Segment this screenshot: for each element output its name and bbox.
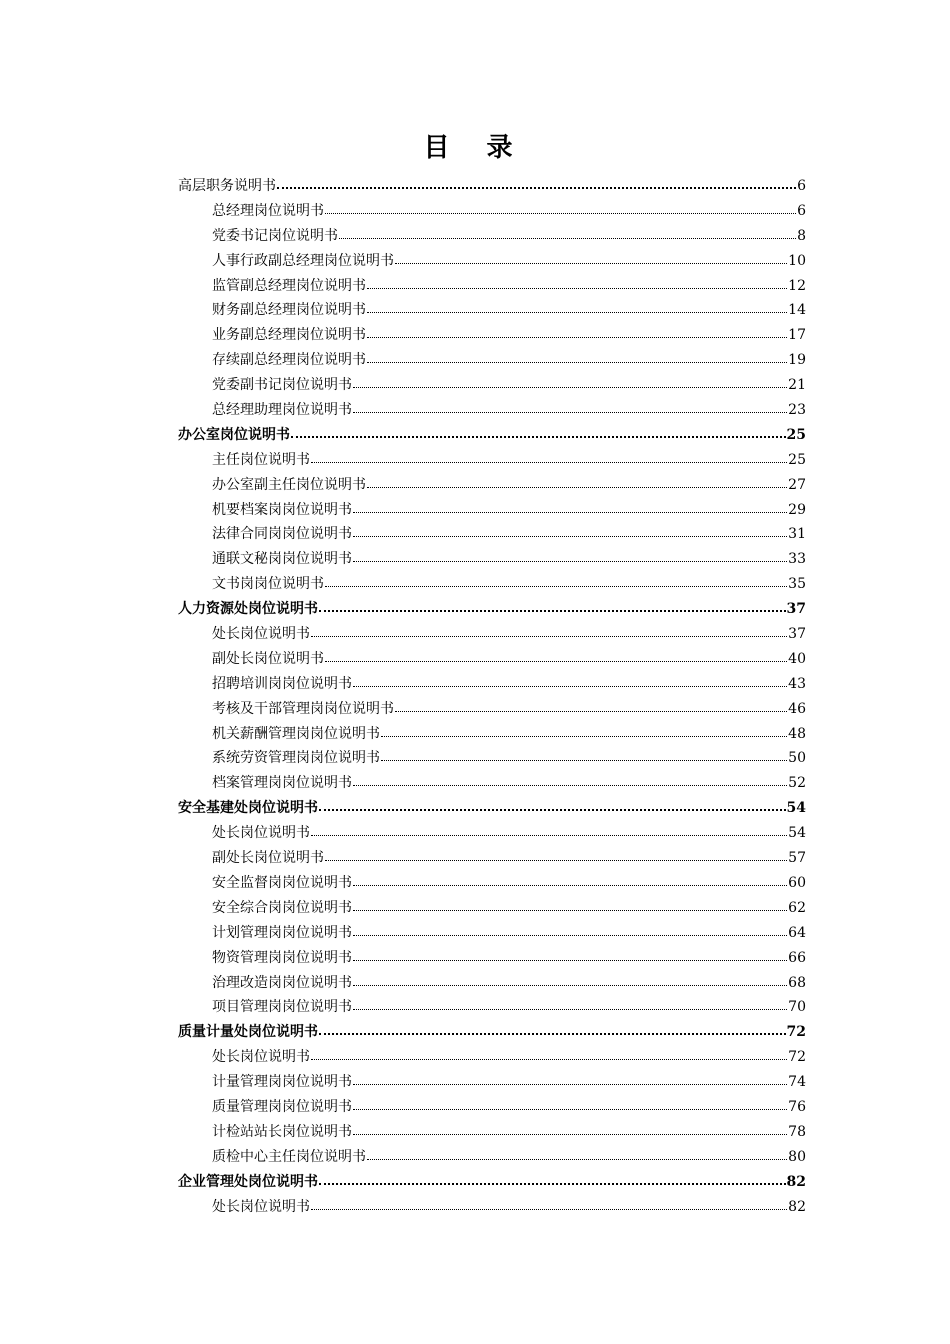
- toc-subentry[interactable]: [178, 697, 806, 722]
- toc-entry-title: 档案管理岗岗位说明书: [212, 775, 352, 792]
- toc-subentry[interactable]: [178, 398, 806, 423]
- toc-subentry[interactable]: [178, 298, 806, 323]
- toc-subentry[interactable]: [178, 1145, 806, 1170]
- toc-subentry[interactable]: [178, 199, 806, 224]
- toc-page-number: 72: [788, 1049, 806, 1066]
- toc-entry-title: 质量管理岗岗位说明书: [212, 1098, 352, 1115]
- toc-dot-leader: [353, 898, 787, 912]
- toc-dot-leader: [353, 674, 787, 688]
- toc-subentry[interactable]: [178, 473, 806, 498]
- toc-page-number: 19: [788, 352, 806, 369]
- toc-section-entry[interactable]: [178, 1170, 806, 1195]
- toc-subentry[interactable]: [178, 323, 806, 348]
- toc-page-number: 78: [788, 1123, 806, 1140]
- toc-subentry[interactable]: [178, 249, 806, 274]
- toc-dot-leader: [395, 699, 787, 713]
- toc-subentry[interactable]: [178, 771, 806, 796]
- toc-entry-title: 党委书记岗位说明书: [212, 227, 338, 244]
- toc-subentry[interactable]: [178, 373, 806, 398]
- toc-subentry[interactable]: [178, 1070, 806, 1095]
- toc-page-number: 35: [788, 576, 806, 593]
- toc-dot-leader: [353, 1122, 787, 1136]
- toc-entry-title: 处长岗位说明书: [212, 626, 310, 643]
- toc-subentry[interactable]: [178, 995, 806, 1020]
- toc-page-number: 82: [788, 1198, 806, 1215]
- toc-subentry[interactable]: [178, 1045, 806, 1070]
- toc-dot-leader: [353, 923, 787, 937]
- toc-entry-title: 办公室副主任岗位说明书: [212, 476, 366, 493]
- toc-dot-leader: [319, 1022, 786, 1036]
- toc-entry-title: 项目管理岗岗位说明书: [212, 999, 352, 1016]
- toc-dot-leader: [325, 201, 796, 215]
- toc-entry-title: 监管副总经理岗位说明书: [212, 277, 366, 294]
- toc-entry-title: 人事行政副总经理岗位说明书: [212, 252, 394, 269]
- toc-page-number: 12: [788, 277, 806, 294]
- toc-entry-title: 存续副总经理岗位说明书: [212, 352, 366, 369]
- toc-page-number: 54: [788, 825, 806, 842]
- toc-dot-leader: [367, 475, 787, 489]
- toc-dot-leader: [277, 176, 796, 190]
- toc-entry-title: 计划管理岗岗位说明书: [212, 924, 352, 941]
- toc-section-entry[interactable]: [178, 597, 806, 622]
- toc-dot-leader: [339, 226, 796, 240]
- toc-dot-leader: [367, 325, 787, 339]
- toc-entry-title: 财务副总经理岗位说明书: [212, 302, 366, 319]
- toc-entry-title: 处长岗位说明书: [212, 1198, 310, 1215]
- toc-dot-leader: [353, 400, 787, 414]
- toc-subentry[interactable]: [178, 348, 806, 373]
- toc-page-number: 50: [788, 750, 806, 767]
- toc-dot-leader: [311, 1047, 787, 1061]
- toc-page-number: 29: [788, 501, 806, 518]
- toc-dot-leader: [311, 1197, 787, 1211]
- toc-entry-title: 副处长岗位说明书: [212, 850, 324, 867]
- toc-page-number: 82: [786, 1173, 806, 1190]
- toc-dot-leader: [367, 1147, 787, 1161]
- toc-entry-title: 企业管理处岗位说明书: [178, 1173, 318, 1190]
- toc-entry-title: 法律合同岗岗位说明书: [212, 526, 352, 543]
- toc-dot-leader: [353, 948, 787, 962]
- toc-page-number: 25: [788, 451, 806, 468]
- toc-dot-leader: [395, 251, 787, 265]
- toc-subentry[interactable]: [178, 498, 806, 523]
- toc-entry-title: 主任岗位说明书: [212, 451, 310, 468]
- toc-dot-leader: [367, 276, 787, 290]
- toc-subentry[interactable]: [178, 921, 806, 946]
- toc-page-number: 62: [788, 899, 806, 916]
- toc-dot-leader: [353, 873, 787, 887]
- toc-page-number: 37: [786, 601, 806, 618]
- toc-dot-leader: [381, 724, 787, 738]
- toc-entry-title: 招聘培训岗岗位说明书: [212, 675, 352, 692]
- toc-entry-title: 系统劳资管理岗岗位说明书: [212, 750, 380, 767]
- toc-subentry[interactable]: [178, 722, 806, 747]
- toc-entry-title: 安全监督岗岗位说明书: [212, 874, 352, 891]
- toc-dot-leader: [367, 300, 787, 314]
- toc-dot-leader: [319, 599, 786, 613]
- toc-list: [178, 174, 806, 1219]
- toc-section-entry[interactable]: [178, 423, 806, 448]
- toc-page-number: 70: [788, 999, 806, 1016]
- toc-subentry[interactable]: [178, 1195, 806, 1220]
- toc-entry-title: 计检站站长岗位说明书: [212, 1123, 352, 1140]
- toc-page-number: 31: [788, 526, 806, 543]
- toc-page-number: 27: [788, 476, 806, 493]
- toc-dot-leader: [353, 973, 787, 987]
- toc-entry-title: 业务副总经理岗位说明书: [212, 327, 366, 344]
- toc-page-number: 6: [797, 178, 806, 194]
- toc-entry-title: 处长岗位说明书: [212, 1049, 310, 1066]
- toc-dot-leader: [319, 798, 786, 812]
- toc-dot-leader: [353, 375, 787, 389]
- toc-entry-title: 副处长岗位说明书: [212, 650, 324, 667]
- toc-entry-title: 人力资源处岗位说明书: [178, 601, 318, 618]
- toc-title: 目 录: [423, 133, 527, 163]
- toc-dot-leader: [353, 773, 787, 787]
- toc-subentry[interactable]: [178, 647, 806, 672]
- toc-subentry[interactable]: [178, 547, 806, 572]
- toc-page-number: 8: [797, 227, 806, 244]
- toc-page-number: 74: [788, 1074, 806, 1091]
- toc-page-number: 80: [788, 1148, 806, 1165]
- toc-subentry[interactable]: [178, 896, 806, 921]
- toc-page-number: 25: [786, 426, 806, 443]
- toc-entry-title: 高层职务说明书: [178, 178, 276, 194]
- toc-page-number: 10: [788, 252, 806, 269]
- toc-section-entry[interactable]: [178, 796, 806, 821]
- toc-page-number: 57: [788, 850, 806, 867]
- toc-section-entry[interactable]: [178, 174, 806, 199]
- toc-dot-leader: [353, 1097, 787, 1111]
- toc-page-number: 17: [788, 327, 806, 344]
- toc-entry-title: 安全综合岗岗位说明书: [212, 899, 352, 916]
- toc-page-number: 14: [788, 302, 806, 319]
- toc-subentry[interactable]: [178, 846, 806, 871]
- toc-entry-title: 党委副书记岗位说明书: [212, 377, 352, 394]
- toc-subentry[interactable]: [178, 224, 806, 249]
- toc-entry-title: 通联文秘岗岗位说明书: [212, 551, 352, 568]
- toc-subentry[interactable]: [178, 672, 806, 697]
- toc-entry-title: 总经理助理岗位说明书: [212, 402, 352, 419]
- toc-page-number: 64: [788, 924, 806, 941]
- toc-entry-title: 安全基建处岗位说明书: [178, 800, 318, 817]
- toc-dot-leader: [291, 425, 786, 439]
- toc-subentry[interactable]: [178, 971, 806, 996]
- toc-subentry[interactable]: [178, 522, 806, 547]
- toc-page-number: 33: [788, 551, 806, 568]
- toc-subentry[interactable]: [178, 1095, 806, 1120]
- toc-entry-title: 治理改造岗岗位说明书: [212, 974, 352, 991]
- toc-page-number: 43: [788, 675, 806, 692]
- toc-page-number: 76: [788, 1098, 806, 1115]
- toc-subentry[interactable]: [178, 572, 806, 597]
- toc-page-number: 40: [788, 650, 806, 667]
- toc-page-number: 68: [788, 974, 806, 991]
- toc-dot-leader: [325, 848, 787, 862]
- toc-dot-leader: [381, 748, 787, 762]
- toc-entry-title: 机关薪酬管理岗岗位说明书: [212, 725, 380, 742]
- toc-entry-title: 文书岗岗位说明书: [212, 576, 324, 593]
- toc-dot-leader: [311, 823, 787, 837]
- toc-dot-leader: [325, 574, 787, 588]
- toc-entry-title: 计量管理岗岗位说明书: [212, 1074, 352, 1091]
- toc-subentry[interactable]: [178, 274, 806, 299]
- toc-entry-title: 质检中心主任岗位说明书: [212, 1148, 366, 1165]
- toc-page-number: 21: [788, 377, 806, 394]
- toc-subentry[interactable]: [178, 622, 806, 647]
- toc-page-number: 72: [786, 1024, 806, 1041]
- toc-section-entry[interactable]: [178, 1020, 806, 1045]
- toc-subentry[interactable]: [178, 448, 806, 473]
- toc-dot-leader: [325, 649, 787, 663]
- toc-dot-leader: [311, 450, 787, 464]
- toc-page-number: 54: [786, 800, 806, 817]
- toc-dot-leader: [367, 350, 787, 364]
- toc-subentry[interactable]: [178, 946, 806, 971]
- toc-page-number: 48: [788, 725, 806, 742]
- toc-entry-title: 机要档案岗岗位说明书: [212, 501, 352, 518]
- toc-subentry[interactable]: [178, 1120, 806, 1145]
- toc-entry-title: 办公室岗位说明书: [178, 426, 290, 443]
- toc-subentry[interactable]: [178, 871, 806, 896]
- toc-subentry[interactable]: [178, 821, 806, 846]
- toc-page-number: 23: [788, 402, 806, 419]
- toc-page-number: 52: [788, 775, 806, 792]
- toc-dot-leader: [353, 1072, 787, 1086]
- toc-entry-title: 物资管理岗岗位说明书: [212, 949, 352, 966]
- toc-page-number: 46: [788, 700, 806, 717]
- toc-dot-leader: [319, 1172, 786, 1186]
- toc-entry-title: 质量计量处岗位说明书: [178, 1024, 318, 1041]
- toc-dot-leader: [353, 500, 787, 514]
- toc-dot-leader: [353, 524, 787, 538]
- toc-entry-title: 考核及干部管理岗岗位说明书: [212, 700, 394, 717]
- toc-page-number: 37: [788, 626, 806, 643]
- toc-dot-leader: [353, 549, 787, 563]
- toc-subentry[interactable]: [178, 746, 806, 771]
- toc-entry-title: 总经理岗位说明书: [212, 202, 324, 219]
- toc-dot-leader: [353, 997, 787, 1011]
- toc-page-number: 6: [797, 202, 806, 219]
- toc-entry-title: 处长岗位说明书: [212, 825, 310, 842]
- toc-dot-leader: [311, 624, 787, 638]
- toc-page-number: 60: [788, 874, 806, 891]
- toc-page-number: 66: [788, 949, 806, 966]
